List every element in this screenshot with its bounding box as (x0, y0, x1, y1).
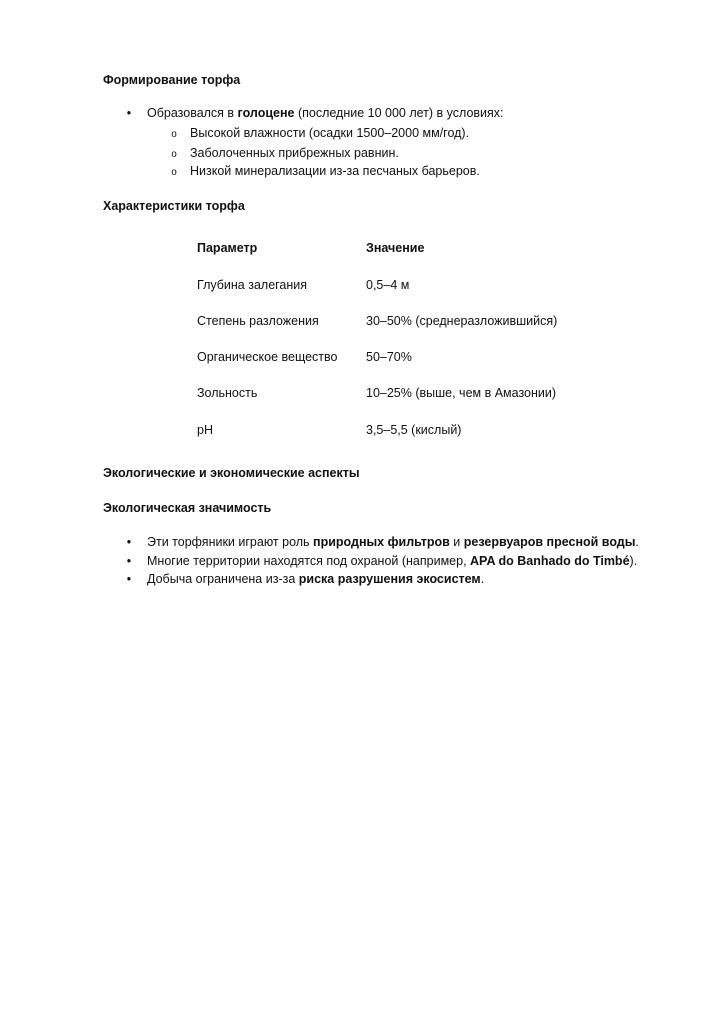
sub-bullet-text: Низкой минерализации из-за песчаных барьеров. (190, 164, 480, 178)
table-cell-parameter: Зольность (197, 386, 258, 400)
table-header-parameter: Параметр (197, 241, 258, 255)
table-cell-parameter: pH (197, 423, 213, 437)
table-cell-parameter: Органическое вещество (197, 350, 338, 364)
table-cell-value: 50–70% (366, 350, 412, 364)
bullet-icon: • (126, 572, 132, 586)
heading-eco-significance: Экологическая значимость (103, 501, 272, 515)
table-cell-parameter: Глубина залегания (197, 278, 308, 292)
bullet-icon: • (126, 535, 132, 549)
sub-bullet-text: Заболоченных прибрежных равнин. (190, 146, 399, 160)
heading-eco-econ: Экологические и экономические аспекты (103, 466, 360, 480)
sub-bullet-icon: o (171, 129, 177, 140)
table-cell-value: 3,5–5,5 (кислый) (366, 423, 462, 437)
bullet-text: Образовался в голоцене (последние 10 000 лет) в условиях: (147, 106, 504, 120)
table-cell-value: 10–25% (выше, чем в Амазонии) (366, 386, 557, 400)
heading-formation: Формирование торфа (103, 73, 241, 87)
bullet-text: Многие территории находятся под охраной (например, APA do Banhado do Timbé). (147, 554, 638, 568)
heading-characteristics: Характеристики торфа (103, 199, 245, 213)
table-header-value: Значение (366, 241, 425, 255)
bullet-text: Добыча ограничена из-за риска разрушения экосистем. (147, 572, 485, 586)
sub-bullet-icon: o (171, 149, 177, 160)
bullet-text: Эти торфяники играют роль природных фильтров и резервуаров пресной воды. (147, 535, 639, 549)
bullet-icon: • (126, 106, 132, 120)
table-cell-value: 30–50% (среднеразложившийся) (366, 314, 558, 328)
table-cell-value: 0,5–4 м (366, 278, 410, 292)
sub-bullet-icon: o (171, 167, 177, 178)
bullet-icon: • (126, 554, 132, 568)
sub-bullet-text: Высокой влажности (осадки 1500–2000 мм/год). (190, 126, 470, 140)
table-cell-parameter: Степень разложения (197, 314, 319, 328)
